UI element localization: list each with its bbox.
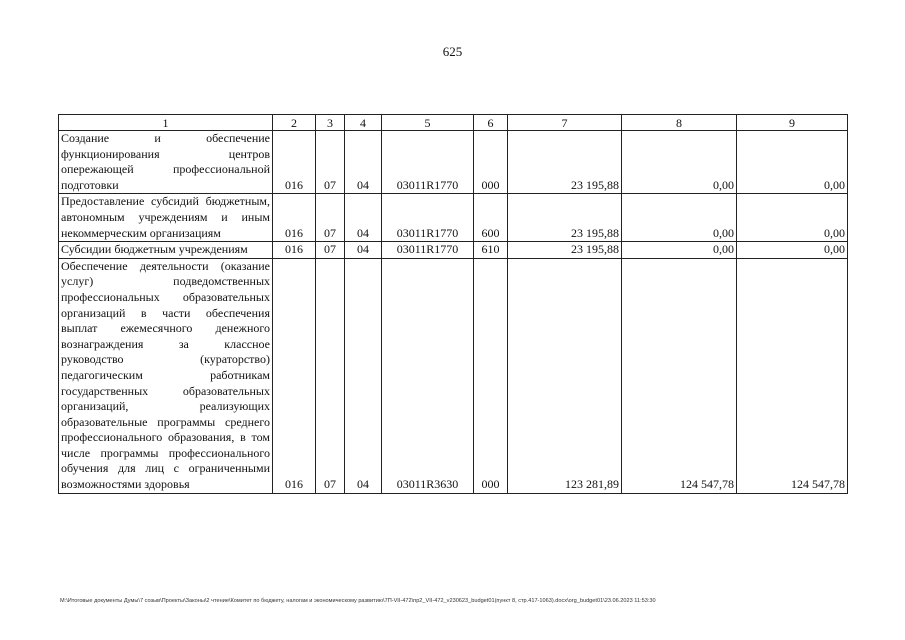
- row-name-cell: Обеспечение деятельности (оказание услуг) подведомственных профессиональных образовательных организаций в части обеспечения выплат ежемесячного денежного вознаграждения за классное руководство (кураторство) педагогическим работникам государственных образовательных организаций, реализующих образовательные программы среднего профессионального образования, в том числе программы профессионального обучения для лиц с ограниченными возможностями здоровья: [59, 258, 273, 493]
- amount-cell: 0,00: [622, 242, 737, 259]
- table-row: [59, 242, 848, 259]
- section-code-cell: 07: [316, 194, 345, 242]
- amount-cell: 0,00: [737, 194, 848, 242]
- target-article-cell: 03011R1770: [382, 131, 474, 194]
- ministry-code-cell: 016: [273, 258, 316, 493]
- ministry-code-cell: 016: [273, 131, 316, 194]
- table-header-row: [59, 115, 848, 131]
- column-header: 4: [345, 115, 382, 131]
- amount-cell: 0,00: [737, 131, 848, 194]
- expense-type-cell: 610: [474, 242, 508, 259]
- row-name-cell: Предоставление субсидий бюджетным, автономным учреждениям и иным некоммерческим организациям: [59, 194, 273, 242]
- document-path-footer: М:\Итоговые документы Думы\7 созыв\Проекты\Законы\2 чтение\Комитет по бюджету, налогам и экономическому развитию\7П-VII-472\пр2_VII-472_v230623_budget01(пункт 8, стр.417-1063).docx\org_budget01\23.06.2023 11:53:30: [60, 598, 656, 604]
- amount-cell: 0,00: [737, 242, 848, 259]
- page-number: 625: [442, 44, 463, 59]
- expense-type-cell: 000: [474, 258, 508, 493]
- table-row: [59, 131, 848, 194]
- target-article-cell: 03011R1770: [382, 242, 474, 259]
- amount-cell: 23 195,88: [508, 194, 622, 242]
- column-header: 6: [474, 115, 508, 131]
- amount-cell: 124 547,78: [622, 258, 737, 493]
- table-row: [59, 194, 848, 242]
- section-code-cell: 07: [316, 242, 345, 259]
- column-header: 8: [622, 115, 737, 131]
- column-header: 2: [273, 115, 316, 131]
- expense-type-cell: 600: [474, 194, 508, 242]
- amount-cell: 23 195,88: [508, 131, 622, 194]
- column-header: 7: [508, 115, 622, 131]
- amount-cell: 23 195,88: [508, 242, 622, 259]
- ministry-code-cell: 016: [273, 242, 316, 259]
- amount-cell: 124 547,78: [737, 258, 848, 493]
- subsection-code-cell: 04: [345, 194, 382, 242]
- subsection-code-cell: 04: [345, 258, 382, 493]
- column-header: 3: [316, 115, 345, 131]
- column-header: 1: [59, 115, 273, 131]
- row-name-cell: Создание и обеспечение функционирования центров опережающей профессиональной подготовки: [59, 131, 273, 194]
- column-header: 9: [737, 115, 848, 131]
- subsection-code-cell: 04: [345, 131, 382, 194]
- row-name-cell: Субсидии бюджетным учреждениям: [59, 242, 273, 259]
- target-article-cell: 03011R1770: [382, 194, 474, 242]
- subsection-code-cell: 04: [345, 242, 382, 259]
- amount-cell: 123 281,89: [508, 258, 622, 493]
- target-article-cell: 03011R3630: [382, 258, 474, 493]
- section-code-cell: 07: [316, 131, 345, 194]
- expense-type-cell: 000: [474, 131, 508, 194]
- ministry-code-cell: 016: [273, 194, 316, 242]
- amount-cell: 0,00: [622, 194, 737, 242]
- section-code-cell: 07: [316, 258, 345, 493]
- column-header: 5: [382, 115, 474, 131]
- budget-table: [58, 114, 848, 494]
- amount-cell: 0,00: [622, 131, 737, 194]
- table-row: [59, 258, 848, 493]
